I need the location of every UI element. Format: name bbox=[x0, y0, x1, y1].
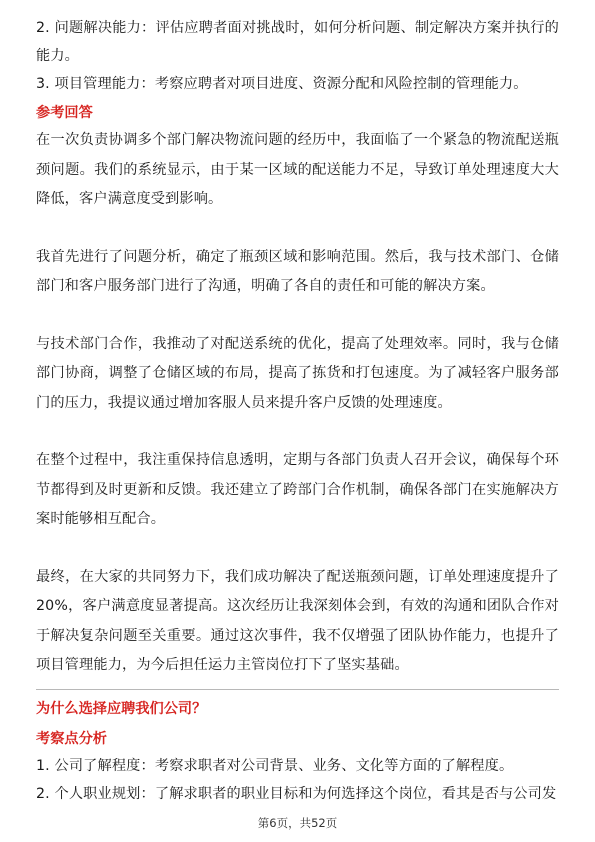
assessment-point-3: 3. 项目管理能力：考察应聘者对项目进度、资源分配和风险控制的管理能力。 bbox=[36, 76, 528, 92]
reference-answer-heading: 参考回答 bbox=[36, 105, 93, 121]
section-divider bbox=[36, 689, 559, 690]
document-page bbox=[36, 14, 559, 808]
page-number: 第6页，共52页 bbox=[257, 816, 338, 830]
analysis-heading: 考察点分析 bbox=[36, 730, 107, 747]
reference-answer-body bbox=[36, 126, 559, 681]
answer-paragraph-2: 我首先进行了问题分析，确定了瓶颈区域和影响范围。然后，我与技术部门、仓储部门和客户服务部门进行了沟通，明确了各自的责任和可能的解决方案。 bbox=[36, 248, 559, 294]
assessment-point-2: 2. 问题解决能力：评估应聘者面对挑战时，如何分析问题、制定解决方案并执行的能力。 bbox=[36, 20, 559, 64]
question-title: 为什么选择应聘我们公司？ bbox=[36, 700, 207, 717]
analysis-point-1: 1. 公司了解程度：考察求职者对公司背景、业务、文化等方面的了解程度。 bbox=[36, 757, 514, 774]
answer-paragraph-5: 最终，在大家的共同努力下，我们成功解决了配送瓶颈问题，订单处理速度提升了20%，客户满意度显著提高。这次经历让我深刻体会到，有效的沟通和团队合作对于解决复杂问题至关重要。通过这次事件，我不仅增强了团队协作能力，也提升了项目管理能力，为今后担任运力主管岗位打下了坚实基础。 bbox=[36, 568, 559, 673]
answer-paragraph-3: 与技术部门合作，我推动了对配送系统的优化，提高了处理效率。同时，我与仓储部门协商，调整了仓储区域的布局，提高了拣货和打包速度。为了减轻客户服务部门的压力，我提议通过增加客服人员来提升客户反馈的处理速度。 bbox=[36, 335, 559, 411]
answer-paragraph-1: 在一次负责协调多个部门解决物流问题的经历中，我面临了一个紧急的物流配送瓶颈问题。我们的系统显示，由于某一区域的配送能力不足，导致订单处理速度大大降低，客户满意度受到影响。 bbox=[36, 132, 559, 207]
analysis-point-2: 2. 个人职业规划：了解求职者的职业目标和为何选择这个岗位，看其是否与公司发 bbox=[36, 785, 557, 802]
answer-paragraph-4: 在整个过程中，我注重保持信息透明，定期与各部门负责人召开会议，确保每个环节都得到及时更新和反馈。我还建立了跨部门合作机制，确保各部门在实施解决方案时能够相互配合。 bbox=[36, 452, 559, 527]
